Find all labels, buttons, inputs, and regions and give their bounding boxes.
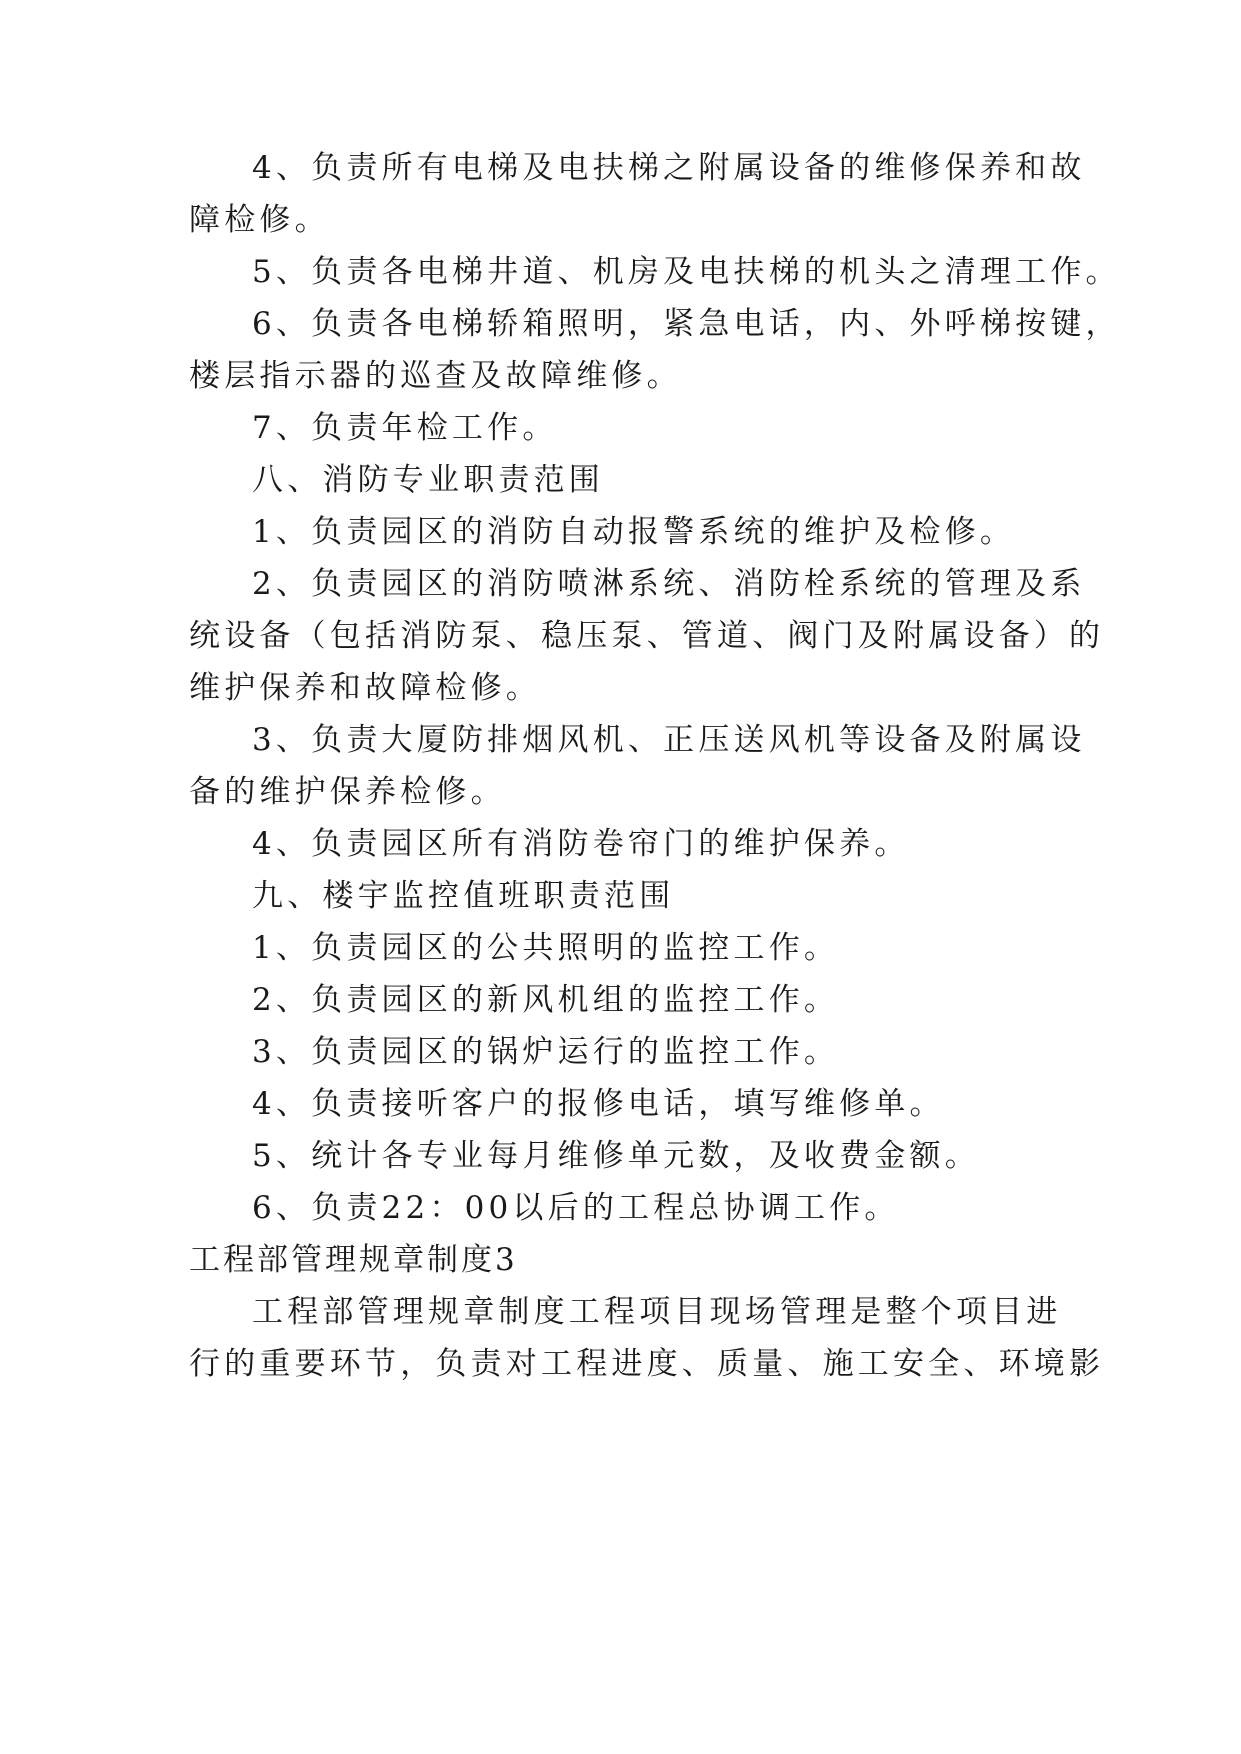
paragraph-line: 备的维护保养检修。 xyxy=(189,774,506,810)
paragraph-line: 障检修。 xyxy=(189,202,330,238)
paragraph-line: 3、负责大厦防排烟风机、正压送风机等设备及附属设 xyxy=(252,722,1086,758)
paragraph-line: 5、统计各专业每月维修单元数，及收费金额。 xyxy=(252,1138,980,1174)
paragraph-line: 楼层指示器的巡查及故障维修。 xyxy=(189,358,682,394)
paragraph-line: 1、负责园区的公共照明的监控工作。 xyxy=(252,930,840,966)
paragraph-line: 2、负责园区的消防喷淋系统、消防栓系统的管理及系 xyxy=(252,566,1086,602)
paragraph-line: 6、负责22：00以后的工程总协调工作。 xyxy=(252,1190,900,1226)
section-heading: 八、消防专业职责范围 xyxy=(252,462,604,498)
paragraph-line: 4、负责园区所有消防卷帘门的维护保养。 xyxy=(252,826,910,862)
section-heading: 九、楼宇监控值班职责范围 xyxy=(252,878,675,914)
paragraph-line: 4、负责所有电梯及电扶梯之附属设备的维修保养和故 xyxy=(252,150,1086,186)
paragraph-line: 6、负责各电梯轿箱照明，紧急电话，内、外呼梯按键， xyxy=(252,306,1121,342)
paragraph-line: 3、负责园区的锅炉运行的监控工作。 xyxy=(252,1034,840,1070)
paragraph-line: 统设备（包括消防泵、稳压泵、管道、阀门及附属设备）的 xyxy=(189,618,1105,654)
document-title: 工程部管理规章制度3 xyxy=(189,1242,518,1278)
paragraph-line: 工程部管理规章制度工程项目现场管理是整个项目进 xyxy=(252,1294,1062,1330)
paragraph-line: 4、负责接听客户的报修电话，填写维修单。 xyxy=(252,1086,945,1122)
paragraph-line: 7、负责年检工作。 xyxy=(252,410,558,446)
paragraph-line: 维护保养和故障检修。 xyxy=(189,670,541,706)
paragraph-line: 2、负责园区的新风机组的监控工作。 xyxy=(252,982,840,1018)
paragraph-line: 1、负责园区的消防自动报警系统的维护及检修。 xyxy=(252,514,1016,550)
paragraph-line: 行的重要环节，负责对工程进度、质量、施工安全、环境影 xyxy=(189,1346,1105,1382)
paragraph-line: 5、负责各电梯井道、机房及电扶梯的机头之清理工作。 xyxy=(252,254,1121,290)
